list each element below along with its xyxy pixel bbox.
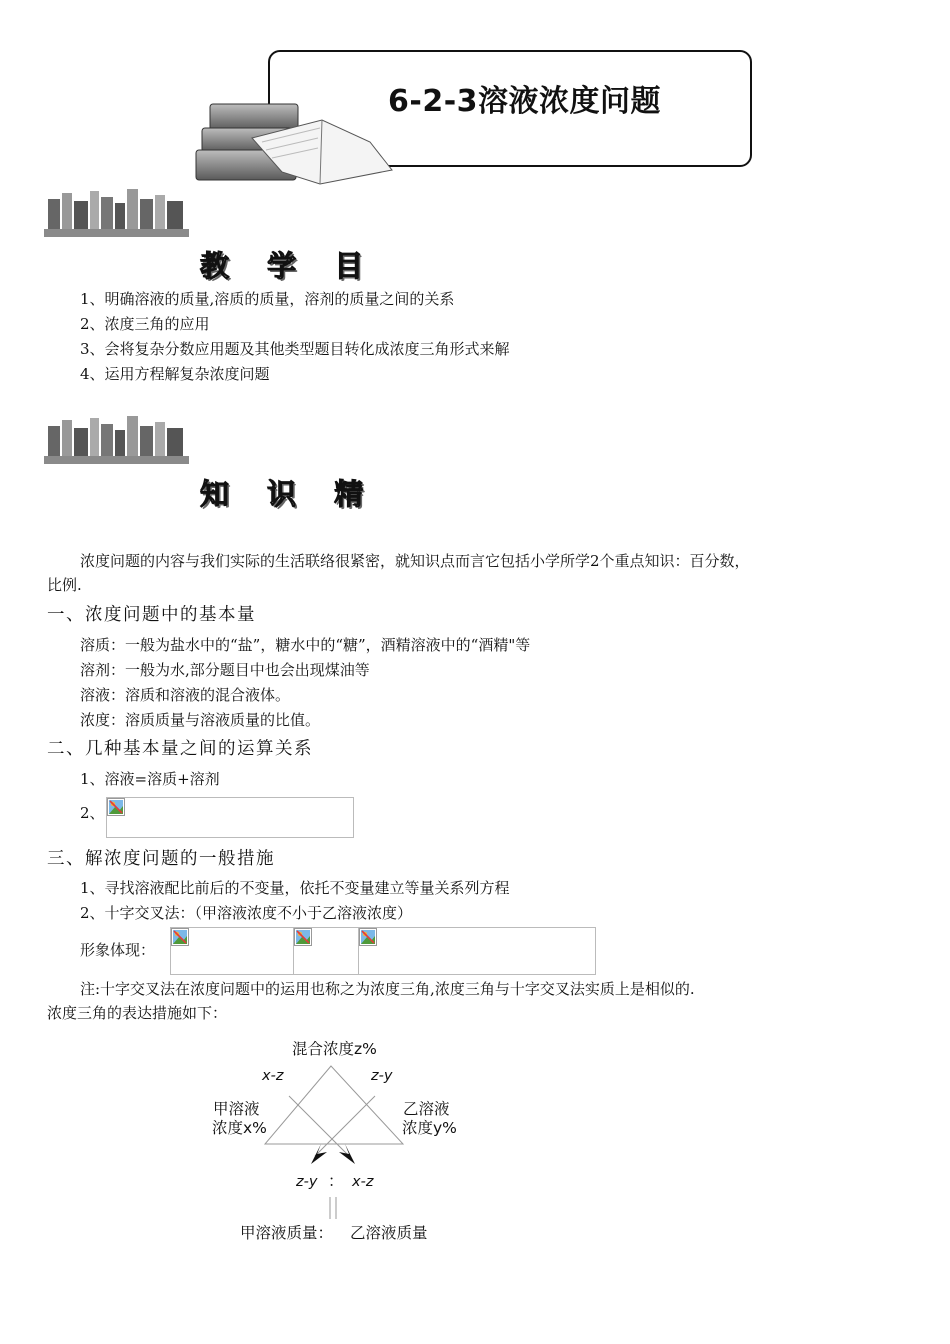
solution-a-name: 甲溶液	[213, 1100, 260, 1118]
solution-a-concentration: 浓度x%	[212, 1119, 267, 1137]
definition-item: 溶剂：一般为水,部分题目中也会出现煤油等	[80, 661, 370, 679]
broken-image-icon	[294, 928, 312, 946]
right-edge-label: z-y	[371, 1068, 393, 1084]
ratio-colon: ：	[328, 1172, 344, 1190]
note-text: 浓度三角的表达措施如下：	[47, 1004, 228, 1022]
solution-b-name: 乙溶液	[403, 1100, 450, 1118]
mass-right-label: 乙溶液质量	[350, 1224, 428, 1242]
broken-image-icon	[171, 928, 189, 946]
intro-text: 浓度问题的内容与我们实际的生活联络很紧密，就知识点而言它包括小学所学2个重点知识：百分数，	[80, 552, 750, 570]
part-heading: 一、浓度问题中的基本量	[47, 605, 256, 625]
definition-item: 溶液：溶质和溶液的混合液体。	[80, 686, 291, 704]
mixed-concentration-label: 混合浓度z%	[292, 1040, 377, 1058]
definition-item: 浓度：溶质质量与溶液质量的比值。	[80, 711, 321, 729]
bookshelf-icon	[44, 183, 189, 239]
note-text: 注:十字交叉法在浓度问题中的运用也称之为浓度三角,浓度三角与十字交叉法实质上是相似的.	[80, 980, 695, 998]
bookshelf-icon	[44, 410, 189, 466]
relation-item: 2、	[80, 804, 105, 822]
equal-sign-vertical	[326, 1196, 340, 1220]
definition-item: 溶质：一般为盐水中的“盐”，糖水中的“糖”，酒精溶液中的“酒精"等	[80, 636, 531, 654]
section-heading-knowledge: 知 识 精	[200, 477, 378, 511]
method-item: 1、寻找溶液配比前后的不变量，依托不变量建立等量关系列方程	[80, 879, 510, 897]
figure-image-strip	[170, 927, 596, 975]
goal-item: 4、运用方程解复杂浓度问题	[80, 365, 270, 383]
ratio-left: z-y	[296, 1174, 318, 1190]
section-heading-goals: 教 学 目	[200, 249, 378, 283]
left-edge-label: x-z	[262, 1068, 284, 1084]
mass-left-label: 甲溶液质量：	[240, 1224, 334, 1242]
intro-text: 比例.	[47, 576, 82, 594]
goal-item: 3、会将复杂分数应用题及其他类型题目转化成浓度三角形式来解	[80, 340, 510, 358]
books-illustration	[192, 98, 397, 190]
goal-item: 1、明确溶液的质量,溶质的质量，溶剂的质量之间的关系	[80, 290, 455, 308]
goal-item: 2、浓度三角的应用	[80, 315, 210, 333]
page-title: 6-2-3溶液浓度问题	[388, 84, 662, 119]
method-item: 2、十字交叉法：（甲溶液浓度不小于乙溶液浓度）	[80, 904, 413, 922]
broken-image-icon	[107, 798, 125, 816]
formula-image-placeholder	[106, 797, 354, 838]
part-heading: 三、解浓度问题的一般措施	[47, 849, 275, 869]
relation-item: 1、溶液=溶质+溶剂	[80, 770, 220, 788]
part-heading: 二、几种基本量之间的运算关系	[47, 739, 313, 759]
ratio-right: x-z	[352, 1174, 374, 1190]
broken-image-icon	[359, 928, 377, 946]
figure-label: 形象体现：	[80, 941, 156, 959]
solution-b-concentration: 浓度y%	[402, 1119, 457, 1137]
